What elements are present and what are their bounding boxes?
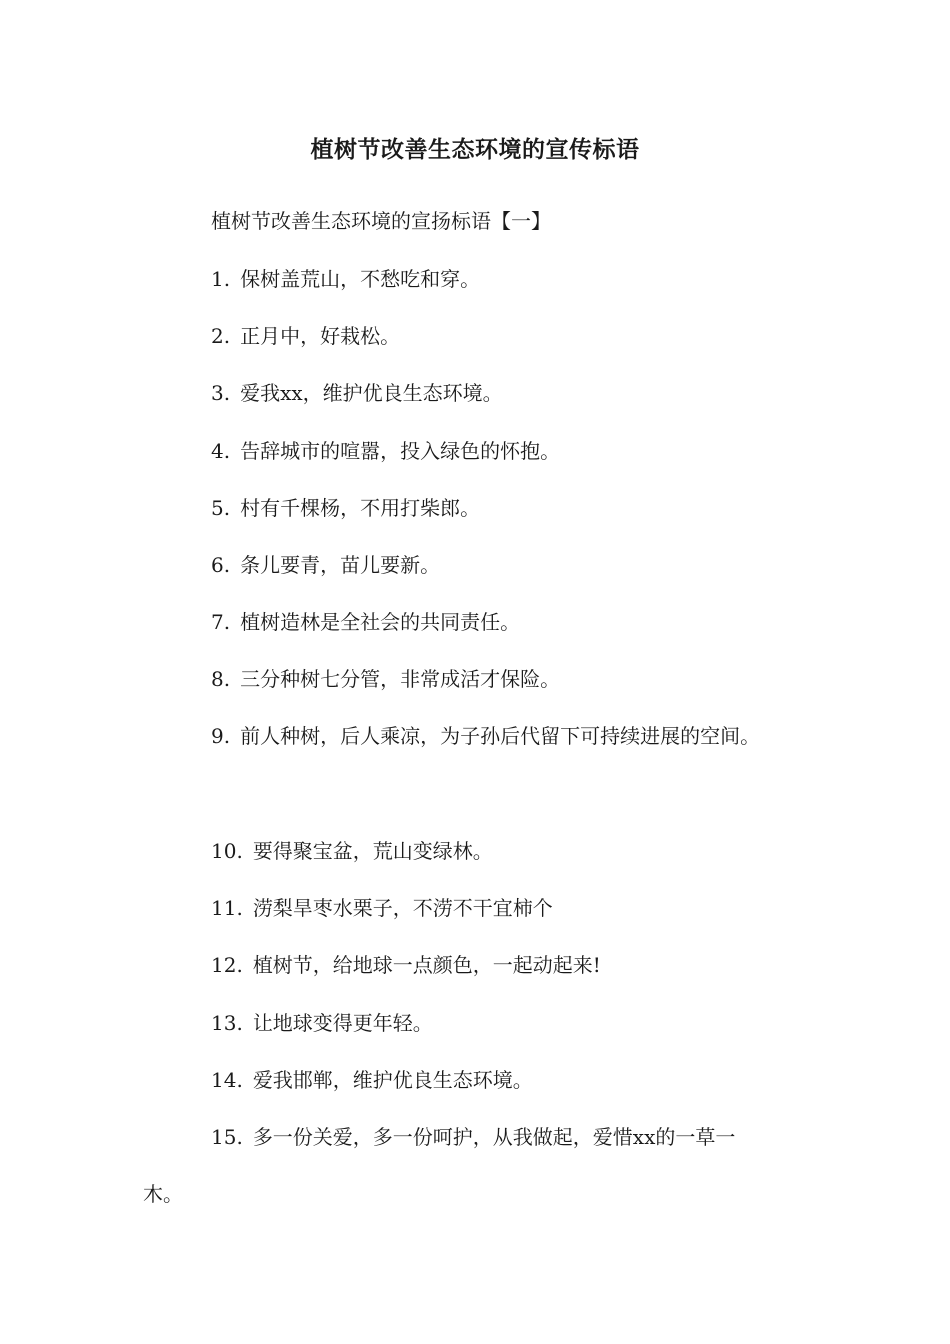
item-text: 多一份关爱，多一份呵护，从我做起，爱惜xx的一草一 xyxy=(252,1125,736,1149)
item-number: 1. xyxy=(211,267,231,291)
item-number: 9. xyxy=(211,724,231,748)
section-heading: 植树节改善生态环境的宣扬标语【一】 xyxy=(211,209,551,233)
item-number: 2. xyxy=(211,324,231,348)
item-number: 7. xyxy=(211,610,231,634)
item-text: 爱我xx，维护优良生态环境。 xyxy=(240,381,503,405)
list-item xyxy=(211,1008,433,1038)
item-text: 告辞城市的喧嚣，投入绿色的怀抱。 xyxy=(240,439,561,463)
item-text: 植树节，给地球一点颜色，一起动起来! xyxy=(252,953,601,977)
item-number: 8. xyxy=(211,667,231,691)
item-number: 12. xyxy=(211,953,243,977)
item-number: 3. xyxy=(211,381,231,405)
item-number: 4. xyxy=(211,439,231,463)
item-number: 15. xyxy=(211,1125,243,1149)
list-item xyxy=(211,893,553,923)
item-number: 13. xyxy=(211,1011,243,1035)
list-item xyxy=(211,1122,735,1152)
list-item xyxy=(211,550,440,580)
list-item xyxy=(211,836,493,866)
list-item xyxy=(211,264,480,294)
item-number: 6. xyxy=(211,553,231,577)
item-text: 要得聚宝盆，荒山变绿林。 xyxy=(252,839,493,863)
list-item-continuation: 木。 xyxy=(143,1182,183,1206)
document-title: 植树节改善生态环境的宣传标语 xyxy=(310,136,640,163)
list-item xyxy=(211,607,520,637)
item-text: 爱我邯郸，维护优良生态环境。 xyxy=(252,1068,533,1092)
list-item xyxy=(211,721,760,751)
item-text: 涝梨旱枣水栗子，不涝不干宜柿个 xyxy=(252,896,553,920)
item-text: 保树盖荒山，不愁吃和穿。 xyxy=(240,267,481,291)
list-item xyxy=(211,493,480,523)
list-item xyxy=(211,950,601,980)
item-number: 5. xyxy=(211,496,231,520)
list-item xyxy=(211,664,560,694)
item-number: 11. xyxy=(211,896,243,920)
item-text: 条儿要青，苗儿要新。 xyxy=(240,553,441,577)
list-item xyxy=(211,321,400,351)
item-text: 三分种树七分管，非常成活才保险。 xyxy=(240,667,561,691)
item-text: 植树造林是全社会的共同责任。 xyxy=(240,610,521,634)
item-text: 前人种树，后人乘凉，为子孙后代留下可持续进展的空间。 xyxy=(240,724,761,748)
item-number: 14. xyxy=(211,1068,243,1092)
list-item xyxy=(211,436,560,466)
list-item xyxy=(211,378,503,408)
item-text: 让地球变得更年轻。 xyxy=(252,1011,433,1035)
item-number: 10. xyxy=(211,839,243,863)
list-item xyxy=(211,1065,533,1095)
item-text: 正月中，好栽松。 xyxy=(240,324,401,348)
item-text: 村有千棵杨，不用打柴郎。 xyxy=(240,496,481,520)
